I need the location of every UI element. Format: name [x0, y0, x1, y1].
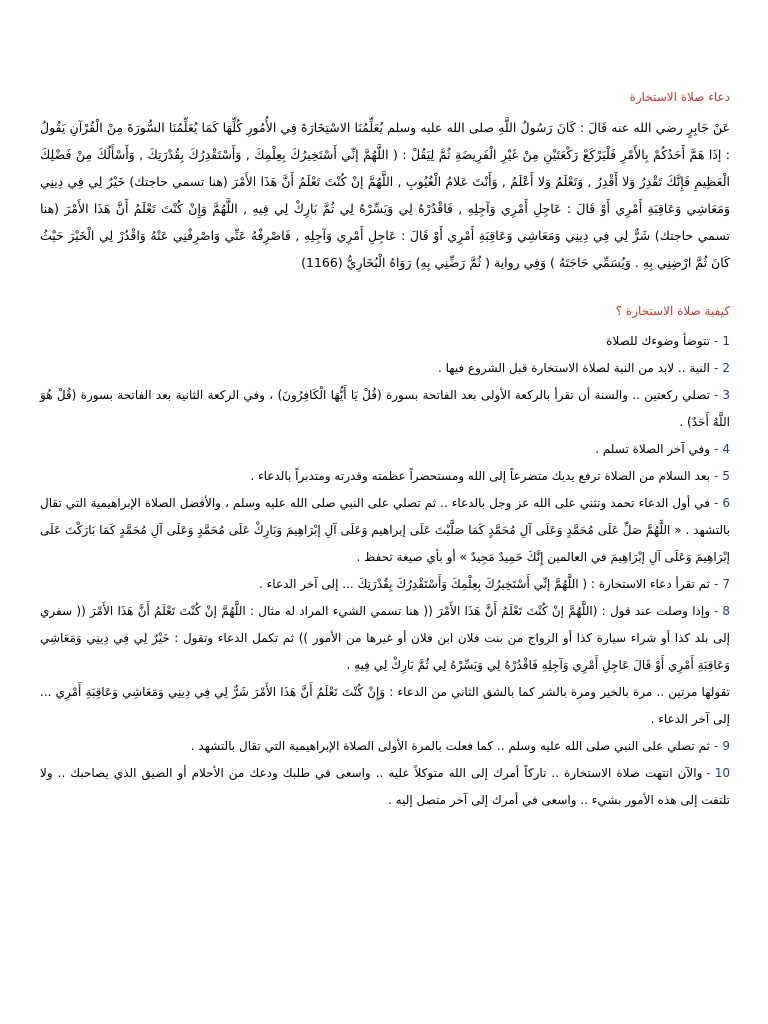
list-item: 4-وفي آخر الصلاة تسلم .: [595, 442, 730, 456]
step-text: بعد السلام من الصلاة ترفع يديك متضرعاً إلى الله ومستحضراً عظمته وقدرته ومتدبراً بالدعاء .: [250, 469, 711, 483]
list-item: 2-النية .. لابد من النية لصلاة الاستخارة قبل الشروع فيها .: [437, 361, 730, 375]
hadith-paragraph: عَنْ جَابِرٍ رضي الله عنه قَالَ : كَانَ رَسُولُ اللَّهِ صلى الله عليه وسلم يُعَلِّمُنَا الاسْتِخَارَةَ فِي الأُمُورِ كُلِّهَا كَمَا يُعَلِّمُنَا السُّورَةَ مِنْ الْقُرْآنِ يَقُولُ : إذَا هَمَّ أَحَدُكُمْ بِالأَمْرِ فَلْيَرْكَعْ رَكْعَتَيْنِ مِنْ غَيْرِ الْفَرِيضَةِ ثُمَّ لِيَقُلْ : ( اللَّهُمَّ إنِّي أَسْتَخِيرُكَ بِعِلْمِكَ , وَأَسْتَقْدِرُكَ بِقُدْرَتِكَ , وَأَسْأَلُكَ مِنْ فَضْلِكَ الْعَظِيمِ فَإِنَّكَ تَقْدِرُ وَلا أَقْدِرُ , وَتَعْلَمُ وَلا أَعْلَمُ , وَأَنْتَ عَلامُ الْغُيُوبِ , اللَّهُمَّ إنْ كُنْتَ تَعْلَمُ أَنَّ هَذَا الأَمْرَ (هنا تسمي حاجتك) خَيْرٌ لِي فِي دِينِي وَمَعَاشِي وَعَاقِبَةِ أَمْرِي أَوْ قَالَ : عَاجِلِ أَمْرِي وَآجِلِهِ , فَاقْدُرْهُ لِي وَيَسِّرْهُ لِي ثُمَّ بَارِكْ لِي فِيهِ , اللَّهُمَّ وَإِنْ كُنْتَ تَعْلَمُ أَنَّ هَذَا الأَمْرَ (هنا تسمي حاجتك) شَرٌّ لِي فِي دِينِي وَمَعَاشِي وَعَاقِبَةِ أَمْرِي أَوْ قَالَ : عَاجِلِ أَمْرِي وَآجِلِهِ , فَاصْرِفْهُ عَنِّي وَاصْرِفْنِي عَنْهُ وَاقْدُرْ لِي الْخَيْرَ حَيْثُ كَانَ ثُمَّ ارْضِنِي بِهِ . وَيُسَمِّي حَاجَتَهُ ) وَفِي رواية ( ثُمَّ رَضِّنِي بِهِ) رَوَاهُ الْبُخَارِيُّ (1166): [40, 120, 730, 270]
list-item: 7-ثم تقرأ دعاء الاستخارة : ( اللَّهُمَّ إنِّي أَسْتَخِيرُكَ بِعِلْمِكَ وَأَسْتَقْدِرُكَ بِقُدْرَتِكَ ... إلى آخر الدعاء .: [259, 577, 730, 591]
step-number: 9: [722, 739, 730, 753]
step-text: تتوضأ وضوءك للصلاة: [606, 334, 711, 348]
step-text: ثم تصلي على النبي صلى الله عليه وسلم .. كما فعلت بالمرة الأولى الصلاة الإبراهيمية التي تقال بالتشهد .: [190, 739, 711, 753]
list-item: 3-تصلي ركعتين .. والسنة أن تقرأ بالركعة الأولى بعد الفاتحة بسورة (قُلْ يَا أَيُّهَا الْكَافِرُونَ) ، وفي الركعة الثانية بعد الفاتحة بسورة (قُلْ هُوَ اللَّهُ أَحَدٌ) .: [40, 388, 730, 429]
step-text: والآن انتهت صلاة الاستخارة .. تاركاً أمرك إلى الله متوكلاً عليه .. واسعى في طلبك ودعك من الأحلام أو الضيق الذي يصاحبك .. ولا تلتفت إلى هذه الأمور بشيء .. واسعى في أمرك إلى آخر متصل إليه .: [40, 766, 730, 807]
list-item: 6-في أول الدعاء تحمد وتثني على الله عز وجل بالدعاء .. ثم تصلي على النبي صلى الله عليه وسلم ، والأفضل الصلاة الإبراهيمية التي تقال بالتشهد . « اللَّهُمَّ صَلِّ عَلَى مُحَمَّدٍ وَعَلَى آلِ مُحَمَّدٍ كَمَا صَلَّيْتَ عَلَى إبراهيم وَعَلَى آلِ إبْرَاهِيمَ وَبَارِكْ عَلَى مُحَمَّدٍ وَعَلَى آلِ مُحَمَّدٍ كَمَا بَارَكْتَ عَلَى إبْرَاهِيمَ وَعَلَى آلِ إبْرَاهِيمَ في العالمين إِنَّكَ حَمِيدٌ مَجِيدٌ » أو بأي صيغة تحفظ .: [40, 496, 730, 564]
list-item: 5-بعد السلام من الصلاة ترفع يديك متضرعاً إلى الله ومستحضراً عظمته وقدرته ومتدبراً بالدعاء .: [250, 469, 730, 483]
list-item: 1-تتوضأ وضوءك للصلاة: [606, 334, 730, 348]
step-number: 10: [714, 766, 730, 780]
step-text: تصلي ركعتين .. والسنة أن تقرأ بالركعة الأولى بعد الفاتحة بسورة (قُلْ يَا أَيُّهَا الْكَافِرُونَ) ، وفي الركعة الثانية بعد الفاتحة بسورة (قُلْ هُوَ اللَّهُ أَحَدٌ) .: [40, 388, 730, 429]
step-number: 5: [722, 469, 730, 483]
step-text: النية .. لابد من النية لصلاة الاستخارة قبل الشروع فيها .: [437, 361, 711, 375]
step-number: 2: [722, 361, 730, 375]
document-page: [40, 88, 730, 814]
step-text: تقولها مرتين .. مرة بالخير ومرة بالشر كما بالشق الثاني من الدعاء : وَإِنْ كُنْتَ تَعْلَمُ أَنَّ هَذَا الأَمْرَ شَرٌّ لِي فِي دِينِي وَمَعَاشِي وَعَاقِبَةِ أَمْرِي ... إلى آخر الدعاء .: [40, 685, 730, 726]
list-item: 10-والآن انتهت صلاة الاستخارة .. تاركاً أمرك إلى الله متوكلاً عليه .. واسعى في طلبك ودعك من الأحلام أو الضيق الذي يصاحبك .. ولا تلتفت إلى هذه الأمور بشيء .. واسعى في أمرك إلى آخر متصل إليه .: [40, 766, 730, 807]
step-number: 8: [722, 604, 730, 618]
step-number: 7: [722, 577, 730, 591]
steps-list: [40, 328, 730, 814]
step-text: ثم تقرأ دعاء الاستخارة : ( اللَّهُمَّ إنِّي أَسْتَخِيرُكَ بِعِلْمِكَ وَأَسْتَقْدِرُكَ بِقُدْرَتِكَ ... إلى آخر الدعاء .: [259, 577, 711, 591]
step-number: 4: [722, 442, 730, 456]
list-item: 8-وإذا وصلت عند قول : (اللَّهُمَّ إنْ كُنْتَ تَعْلَمُ أَنَّ هَذَا الأَمْرَ (( هنا تسمي الشيء المراد له مثال : اللَّهُمَّ إنْ كُنْتَ تَعْلَمُ أَنَّ هَذَا الأَمْرَ (( سفري إلى بلد كذا أو شراء سيارة كذا أو الزواج من بنت فلان ابن فلان أو غيرها من الأمور )) ثم تكمل الدعاء وتقول : خَيْرٌ لِي فِي دِينِي وَمَعَاشِي وَعَاقِبَةِ أَمْرِي أَوْ قَالَ عَاجِلِ أَمْرِي وَآجِلِهِ فَاقْدُرْهُ لِي وَيَسِّرْهُ لِي ثُمَّ بَارِكْ لِي فِيهِ .: [40, 604, 730, 672]
step-text: في أول الدعاء تحمد وتثني على الله عز وجل بالدعاء .. ثم تصلي على النبي صلى الله عليه وسلم ، والأفضل الصلاة الإبراهيمية التي تقال بالتشهد . « اللَّهُمَّ صَلِّ عَلَى مُحَمَّدٍ وَعَلَى آلِ مُحَمَّدٍ كَمَا صَلَّيْتَ عَلَى إبراهيم وَعَلَى آلِ إبْرَاهِيمَ وَبَارِكْ عَلَى مُحَمَّدٍ وَعَلَى آلِ مُحَمَّدٍ كَمَا بَارَكْتَ عَلَى إبْرَاهِيمَ وَعَلَى آلِ إبْرَاهِيمَ في العالمين إِنَّكَ حَمِيدٌ مَجِيدٌ » أو بأي صيغة تحفظ .: [40, 496, 730, 564]
section-title: دعاء صلاة الاستخارة: [629, 90, 730, 104]
step-number: 1: [722, 334, 730, 348]
step-text: وفي آخر الصلاة تسلم .: [595, 442, 711, 456]
step-number: 6: [722, 496, 730, 510]
section-gap: [40, 276, 730, 302]
howto-title: كيفية صلاة الاستخارة ؟: [615, 304, 730, 318]
list-item: 9-ثم تصلي على النبي صلى الله عليه وسلم .. كما فعلت بالمرة الأولى الصلاة الإبراهيمية التي تقال بالتشهد .: [190, 739, 730, 753]
step-text: وإذا وصلت عند قول : (اللَّهُمَّ إنْ كُنْتَ تَعْلَمُ أَنَّ هَذَا الأَمْرَ (( هنا تسمي الشيء المراد له مثال : اللَّهُمَّ إنْ كُنْتَ تَعْلَمُ أَنَّ هَذَا الأَمْرَ (( سفري إلى بلد كذا أو شراء سيارة كذا أو الزواج من بنت فلان ابن فلان أو غيرها من الأمور )) ثم تكمل الدعاء وتقول : خَيْرٌ لِي فِي دِينِي وَمَعَاشِي وَعَاقِبَةِ أَمْرِي أَوْ قَالَ عَاجِلِ أَمْرِي وَآجِلِهِ فَاقْدُرْهُ لِي وَيَسِّرْهُ لِي ثُمَّ بَارِكْ لِي فِيهِ .: [40, 604, 730, 672]
list-item-continuation: [40, 679, 730, 733]
step-number: 3: [722, 388, 730, 402]
